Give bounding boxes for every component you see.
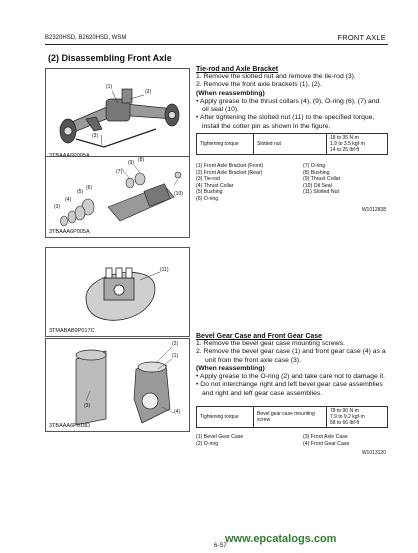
callout-1: (1): [106, 84, 113, 90]
parts-list-left: [196, 434, 300, 447]
callout-8: (8): [138, 157, 145, 163]
bullet: • After tightening the slotted nut (11) to the specified torque, install the cotter pin as shown in the figure.: [196, 114, 375, 130]
list-item: (2) Front Axle Bracket (Rear): [196, 169, 263, 176]
front-axle-drawing: [46, 69, 189, 161]
step: 2. Remove the front axle brackets (1), (2).: [196, 81, 322, 89]
callout-3: (3): [84, 403, 91, 409]
bullet: • Apply grease to the thrust collars (4), (9), O-ring (6), (7) and oil seal (10).: [196, 97, 380, 114]
figure-caption: 3TMABAB9P017C: [49, 328, 95, 334]
torque-item: Bevel gear case mounting screw: [254, 407, 327, 428]
reference-code: W1013120: [361, 450, 386, 456]
list-item: (1) Bevel Gear Case: [196, 434, 244, 440]
torque-item: Slotted nut: [254, 134, 327, 155]
reassembling-label: (When reassembling): [196, 364, 265, 372]
callout-4: (4): [174, 409, 181, 415]
page-title: (2) Disassembling Front Axle: [48, 53, 172, 63]
parts-list-left: [196, 163, 300, 202]
list-item: (8) Bushing: [303, 169, 330, 176]
header-section: FRONT AXLE: [337, 33, 386, 42]
callout-5: (5): [77, 189, 84, 195]
list-item: (4) Front Gear Case: [303, 440, 350, 447]
list-item: (10) Oil Seal: [303, 182, 332, 189]
header-rule: [45, 44, 388, 45]
page-number: 6-S7: [214, 543, 227, 549]
header-model: B2320HSD, B2620HSD, WSM: [45, 35, 127, 41]
parts-list-right: [303, 434, 388, 447]
section-bevel-gear: [196, 333, 388, 398]
figure-exploded-view: [45, 156, 190, 238]
section-heading: Tie-rod and Axle Bracket: [196, 66, 279, 73]
list-item: (3) Front Axle Case: [303, 434, 348, 440]
slotted-nut-drawing: [46, 248, 189, 336]
callout-10: (10): [174, 191, 183, 197]
list-item: (5) Bushing: [196, 189, 223, 195]
step: 1. Remove the slotted nut and remove the tie-rod (3).: [196, 73, 356, 80]
torque-table: [196, 406, 388, 428]
callout-3: (3): [92, 133, 99, 139]
list-item: (11) Slotted Nut: [303, 189, 339, 195]
callout-3: (3): [54, 204, 61, 210]
figure-caption: 3TBAAA6P018D: [49, 423, 90, 429]
section-tie-rod: [196, 66, 388, 131]
section-heading: Bevel Gear Case and Front Gear Case: [196, 333, 323, 340]
list-item: (4) Thrust Collar: [196, 182, 234, 189]
callout-1: (1): [172, 353, 179, 359]
callout-6: (6): [86, 185, 93, 191]
step: 2. Remove the bevel gear case (1) and front gear case (4) as a unit from the front axle case (3).: [196, 348, 386, 364]
torque-values: 18 to 35 N·m 1.9 to 3.5 kgf·m 14 to 25 lbf·ft: [327, 134, 388, 155]
parts-list-right: [303, 163, 388, 196]
figure-bevel-gear-case: [45, 338, 190, 432]
figure-front-axle: [45, 68, 190, 162]
callout-7: (7): [116, 169, 123, 175]
callout-11: (11): [160, 267, 169, 273]
list-item: (1) Front Axle Bracket (Front): [196, 163, 264, 169]
list-item: (9) Thrust Collar: [303, 176, 341, 182]
list-item: (3) Tie-rod: [196, 176, 220, 182]
list-item: (2) O-ring: [196, 440, 219, 447]
torque-table: [196, 133, 388, 155]
callout-2: (2): [172, 341, 179, 347]
bullet: • Apply grease to the O-ring (2) and take care not to damage it.: [196, 373, 386, 381]
figure-slotted-nut: [45, 247, 190, 337]
callout-2: (2): [145, 89, 152, 95]
reference-code: W1012838: [361, 207, 386, 213]
torque-label: Tightening torque: [197, 407, 254, 428]
figure-caption: 3TBAAA6P005A: [49, 229, 90, 235]
reassembling-label: (When reassembling): [196, 89, 265, 97]
callout-4: (4): [65, 197, 72, 203]
bevel-gear-case-drawing: [46, 339, 189, 431]
list-item: (7) O-ring: [303, 163, 326, 169]
callout-9: (9): [128, 160, 135, 166]
watermark-link[interactable]: www.epcatalogs.com: [225, 533, 337, 545]
step: 1. Remove the bevel gear case mounting screws.: [196, 340, 345, 347]
list-item: (6) O-ring: [196, 195, 219, 202]
bullet: • Do not interchange right and left bevel gear case assemblies and right and left gear case assemblies.: [196, 381, 383, 397]
torque-label: Tightening torque: [197, 134, 254, 155]
torque-values: 78 to 90 N·m 7.9 to 9.2 kgf·m 58 to 66 lbf·ft: [327, 407, 388, 428]
